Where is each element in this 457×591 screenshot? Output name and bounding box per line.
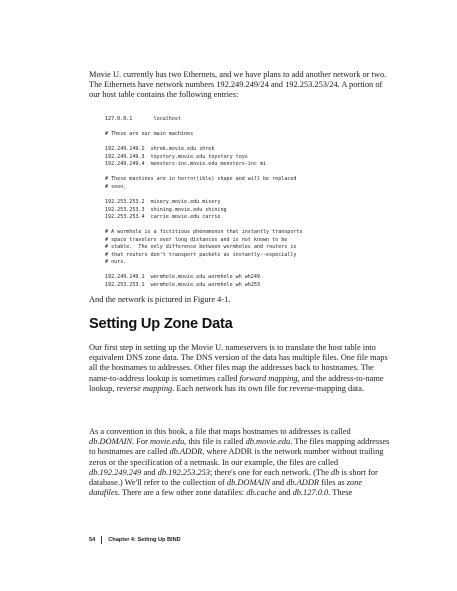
footer-divider: [101, 536, 102, 544]
page-footer: [89, 536, 181, 544]
host-table-code: 127.0.0.1 localhost # These are our main machines 192.249.249.2 shrek.movie.edu shrek 192.249.249.3 toystory.movie.edu toystory toys 192.249.249.4 monsters-inc.movie.edu monsters-inc mi # These machines are in horror(ible) shape and will be replaced # soon. 192.253.253.2 misery.movie.edu misery 192.253.253.3 shining.movie.edu shining 192.253.253.4 carrie.movie.edu carrie # A wormhole is a fictitious phenomenon that instantly transports # space travelers over long distances and is not known to be # stable. The only difference between wormholes and routers is # that routers don't transport packets as instantly--especially # ours. 192.249.249.1 wormhole.movie.edu wormhole wh wh249 192.253.253.1 wormhole.movie.edu wormhole wh wh253: [105, 116, 303, 289]
section-heading: Setting Up Zone Data: [89, 316, 233, 332]
figure-reference-text: And the network is pictured in Figure 4-1.: [89, 295, 231, 304]
page-number: 54: [89, 537, 96, 543]
zone-data-paragraph-1: Our first step in setting up the Movie U. nameservers is to translate the host table into equivalent DNS zone data. The DNS version of the data has multiple files. One file maps all the hostnames to addresses. Other files map the addresses back to hostnames. The name-to-address lookup is sometimes called forward mapping, and the address-to-name lookup, reverse mapping. Each network has its own file for reverse-mapping data.: [89, 343, 388, 393]
chapter-title: Chapter 4: Setting Up BIND: [108, 537, 181, 543]
intro-paragraph: Movie U. currently has two Ethernets, and we have plans to add another network or two. The Ethernets have network numbers 192.249.249/24 and 192.253.253/24. A portion of our host table contains the following entries:: [89, 70, 387, 100]
zone-data-paragraph-2: As a convention in this book, a file that maps hostnames to addresses is called db.DOMAIN. For movie.edu, this file is called db.movie.edu. The files mapping addresses to hostnames are called db.ADDR, where ADDR is the network number without trailing zeros or the specification of a netmask. In our example, the files are called db.192.249.249 and db.192.253.253; there's one for each network. (The db is short for database.) We'll refer to the collection of db.DOMAIN and db.ADDR files as zone datafiles. There are a few other zone datafiles: db.cache and db.127.0.0. These: [89, 427, 390, 498]
